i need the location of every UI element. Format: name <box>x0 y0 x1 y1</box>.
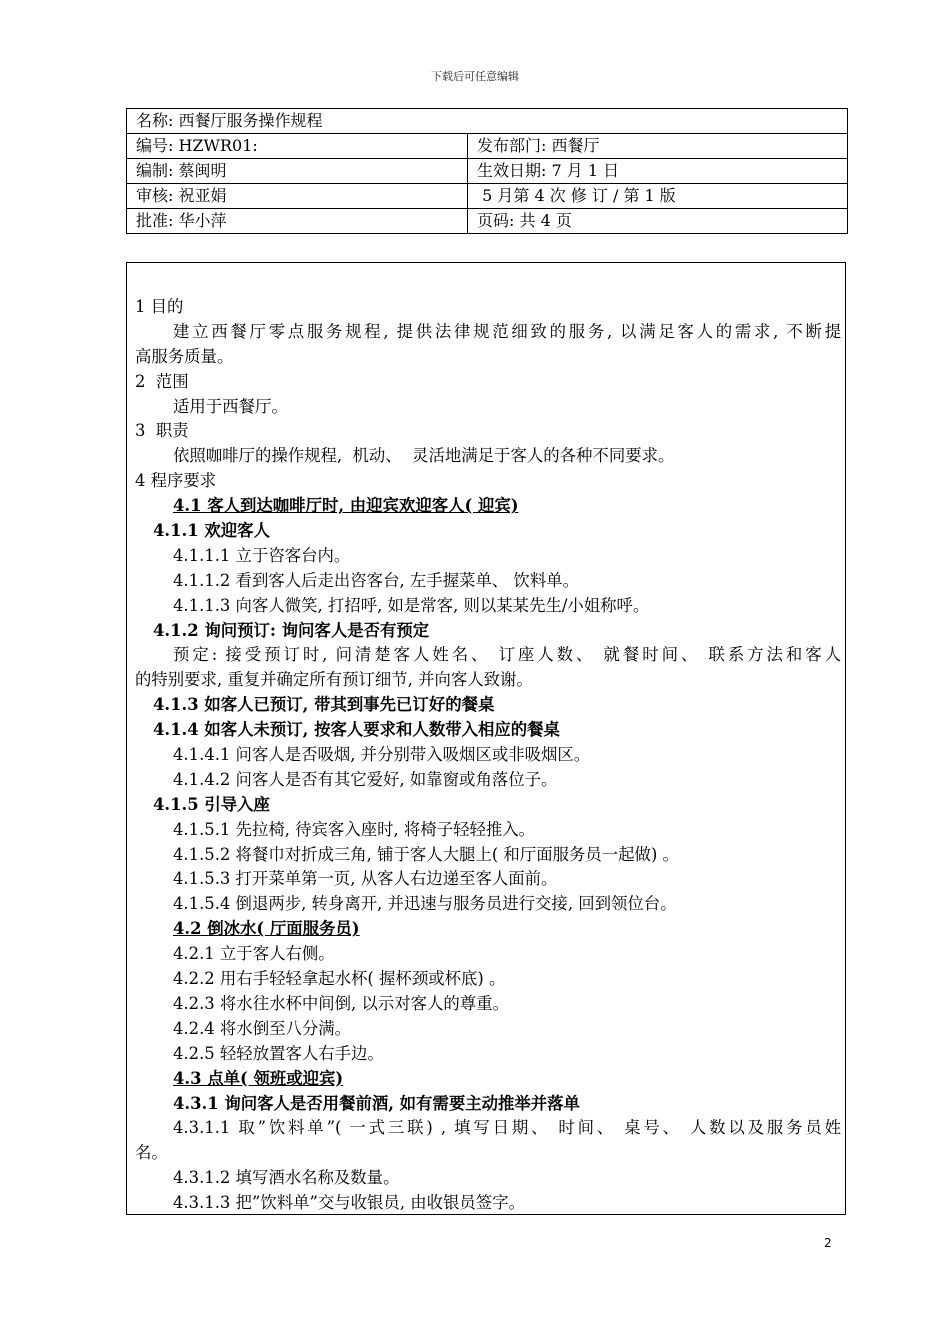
section-heading: 3 职责 <box>135 421 189 441</box>
procedure-text <box>135 295 841 1216</box>
list-item: 4.1.1.2 看到客人后走出咨客台, 左手握菜单、 饮料单。 <box>173 570 579 590</box>
table-row <box>127 209 848 234</box>
document-info-table <box>126 108 848 234</box>
list-item: 4.3.1.3 把”饮料单”交与收银员, 由收银员签字。 <box>173 1193 525 1213</box>
list-item: 4.1.1.1 立于咨客台内。 <box>173 545 351 565</box>
item-heading: 4.1.1 欢迎客人 <box>153 521 270 541</box>
section-heading: 2 范围 <box>135 371 189 391</box>
table-row <box>127 159 848 184</box>
list-item: 4.1.5.2 将餐巾对折成三角, 铺于客人大腿上( 和厅面服务员一起做) 。 <box>173 844 679 864</box>
list-item: 4.1.1.3 向客人微笑, 打招呼, 如是常客, 则以某某先生/小姐称呼。 <box>173 595 650 615</box>
page-count-cell: 页码: 共 4 页 <box>468 209 848 234</box>
subsection-heading: 4.3 点单( 领班或迎宾) <box>173 1068 344 1088</box>
paragraph-line: 适用于西餐厅。 <box>173 396 288 416</box>
section-heading: 1 目的 <box>135 297 184 316</box>
section-heading: 4 程序要求 <box>135 471 217 491</box>
paragraph-line: 高服务质量。 <box>135 346 234 366</box>
paragraph-line: 的特别要求, 重复并确定所有预订细节, 并向客人致谢。 <box>135 670 533 690</box>
department-cell: 发布部门: 西餐厅 <box>468 134 848 159</box>
approver-cell: 批准: 华小萍 <box>127 209 468 234</box>
reviewer-cell: 审核: 祝亚娟 <box>127 184 468 209</box>
paragraph-line: 依照咖啡厅的操作规程, 机动、 灵活地满足于客人的各种不同要求。 <box>173 446 675 466</box>
list-item: 4.2.4 将水倒至八分满。 <box>173 1018 352 1038</box>
list-item: 4.3.1.1 取”饮料单”( 一式三联) , 填写日期、 时间、 桌号、 人数以及服务员姓 <box>173 1118 841 1138</box>
list-item: 4.1.5.1 先拉椅, 待宾客入座时, 将椅子轻轻推入。 <box>173 819 536 839</box>
list-item: 4.2.2 用右手轻轻拿起水杯( 握杯颈或杯底) 。 <box>173 969 506 989</box>
procedure-content-box <box>126 262 846 1215</box>
effective-date-cell: 生效日期: 7 月 1 日 <box>468 159 848 184</box>
revision-cell: 5 月第 4 次 修 订 / 第 1 版 <box>468 184 848 209</box>
list-item: 4.2.1 立于客人右侧。 <box>173 944 335 964</box>
item-heading: 4.1.3 如客人已预订, 带其到事先已订好的餐桌 <box>153 695 495 715</box>
table-row <box>127 109 848 134</box>
item-heading: 4.1.4 如客人未预订, 按客人要求和人数带入相应的餐桌 <box>153 720 560 740</box>
list-item: 4.1.5.4 倒退两步, 转身离开, 并迅速与服务员进行交接, 回到领位台。 <box>173 894 677 914</box>
list-item: 4.1.5.3 打开菜单第一页, 从客人右边递至客人面前。 <box>173 869 558 889</box>
list-item: 4.2.5 轻轻放置客人右手边。 <box>173 1043 384 1063</box>
document-name-cell: 名称: 西餐厅服务操作规程 <box>127 109 848 134</box>
paragraph-line: 建立西餐厅零点服务规程, 提供法律规范细致的服务, 以满足客人的需求, 不断提 <box>173 321 841 341</box>
item-heading: 4.3.1 询问客人是否用餐前酒, 如有需要主动推举并落单 <box>173 1093 580 1113</box>
table-row <box>127 184 848 209</box>
paragraph-line: 名。 <box>135 1143 168 1163</box>
list-item: 4.1.4.1 问客人是否吸烟, 并分别带入吸烟区或非吸烟区。 <box>173 745 591 765</box>
paragraph-line: 预定: 接受预订时, 问清楚客人姓名、 订座人数、 就餐时间、 联系方法和客人 <box>173 645 841 665</box>
author-cell: 编制: 蔡闽明 <box>127 159 468 184</box>
page-number: 2 <box>824 1236 832 1250</box>
table-row <box>127 134 848 159</box>
list-item: 4.3.1.2 填写酒水名称及数量。 <box>173 1168 400 1188</box>
page-header-note: 下载后可任意编辑 <box>431 70 519 83</box>
item-heading: 4.1.2 询问预订: 询问客人是否有预定 <box>153 620 430 640</box>
subsection-heading: 4.2 倒冰水( 厅面服务员) <box>173 919 360 939</box>
document-code-cell: 编号: HZWR01: <box>127 134 468 159</box>
list-item: 4.1.4.2 问客人是否有其它爱好, 如靠窗或角落位子。 <box>173 769 558 789</box>
list-item: 4.2.3 将水往水杯中间倒, 以示对客人的尊重。 <box>173 993 509 1013</box>
subsection-heading: 4.1 客人到达咖啡厅时, 由迎宾欢迎客人( 迎宾) <box>173 496 519 516</box>
item-heading: 4.1.5 引导入座 <box>153 794 270 814</box>
